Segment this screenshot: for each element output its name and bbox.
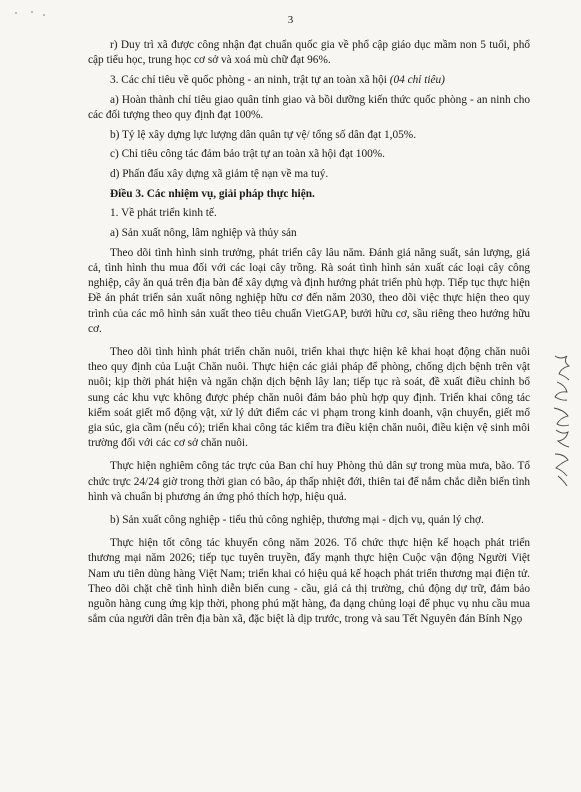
economy-heading: 1. Về phát triển kinh tế. [110, 207, 217, 220]
paragraph-d: d) Phấn đấu xây dựng xã giảm tệ nạn về ma tuý. [110, 167, 329, 180]
industry-heading: b) Sản xuất công nghiệp - tiểu thủ công nghiệp, thương mại - dịch vụ, quản lý chợ. [110, 513, 484, 526]
section-3-heading [88, 73, 530, 88]
paragraph-a: a) Hoàn thành chỉ tiêu giao quân tỉnh giao và bồi dưỡng kiến thức quốc phòng - an ninh cho các đối tượng theo quy định đạt 100%. [88, 93, 530, 121]
section-3-count: (04 chỉ tiêu) [389, 73, 445, 86]
crop-paragraph: Theo dõi tình hình sinh trưởng, phát triển cây lâu năm. Đánh giá năng suất, sản lượng, giá cả, tình hình thu mua đối với các loại cây trồng. Rà soát tình hình sản xuất các loại cây công nghiệp, cây ăn quả trên địa bàn để xây dựng và định hướng phát triển phù hợp. Tiếp tục thực hiện Đề án phát triển sản xuất nông nghiệp hữu cơ đến năm 2030, theo dõi việc thực hiện theo quy trình của các mô hình sản xuất theo tiêu chuẩn VietGAP, bưởi hữu cơ, sầu riêng theo hướng hữu cơ. [88, 246, 530, 335]
paragraph-r: r) Duy trì xã được công nhận đạt chuẩn quốc gia về phổ cập giáo dục mầm non 5 tuổi, phổ cập tiểu học, trung học cơ sở và xoá mù chữ đạt 96%. [88, 39, 530, 67]
document-body [88, 38, 530, 632]
paragraph-b: b) Tỷ lệ xây dựng lực lượng dân quân tự vệ/ tổng số dân đạt 1,05%. [110, 128, 417, 141]
livestock-paragraph: Theo dõi tình hình phát triển chăn nuôi, triển khai thực hiện kê khai hoạt động chăn nuôi theo quy định của Luật Chăn nuôi. Thực hiện các giải pháp để phòng, chống dịch bệnh trên vật nuôi; kịp thời phát hiện và ngăn chặn dịch bệnh lây lan; tiếp tục rà soát, đề xuất điều chỉnh bổ sung các khu vực không được phép chăn nuôi đảm bảo phù hợp quy định. Triển khai công tác kiểm soát giết mổ động vật, xử lý dứt điểm các vi phạm trong kinh doanh, vận chuyển, giết mổ gia súc, gia cầm (nếu có); triển khai công tác kiểm tra điều kiện chăn nuôi, điều kiện vệ sinh môi trường đối với các cơ sở chăn nuôi. [88, 345, 530, 450]
margin-stamp-icon [551, 350, 573, 490]
section-3-title: 3. Các chỉ tiêu về quốc phòng - an ninh, trật tự an toàn xã hội [110, 73, 387, 86]
commerce-paragraph: Thực hiện tốt công tác khuyến công năm 2026. Tổ chức thực hiện kế hoạch phát triển thương mại năm 2026; tiếp tục tuyên truyền, đẩy mạnh thực hiện Cuộc vận động Người Việt Nam ưu tiên dùng hàng Việt Nam; triển khai có hiệu quả kế hoạch phát triển thương mại điện tử. Theo dõi chặt chẽ tình hình diễn biến cung - cầu, giá cả thị trường, chủ động dự trữ, đảm bảo nguồn hàng cung ứng kịp thời, phong phú mặt hàng, đa dạng chủng loại để phục vụ nhu cầu mua sắm của người dân trên địa bàn xã, đặc biệt là dịp trước, trong và sau Tết Nguyên đán Bính Ngọ [88, 537, 530, 626]
page-number: 3 [287, 14, 294, 26]
agriculture-heading: a) Sản xuất nông, lâm nghiệp và thủy sản [110, 227, 297, 240]
article-3-heading: Điều 3. Các nhiệm vụ, giải pháp thực hiện. [110, 187, 315, 200]
paragraph-c: c) Chỉ tiêu công tác đảm bảo trật tự an toàn xã hội đạt 100%. [110, 148, 385, 161]
disaster-paragraph: Thực hiện nghiêm công tác trực của Ban chỉ huy Phòng thủ dân sự trong mùa mưa, bão. Tổ chức trực 24/24 giờ trong thời gian có bão, áp thấp nhiệt đới, thiên tai để nắm chắc diễn biến tình hình và chuẩn bị phương án ứng phó thích hợp, hiệu quả. [88, 460, 530, 503]
